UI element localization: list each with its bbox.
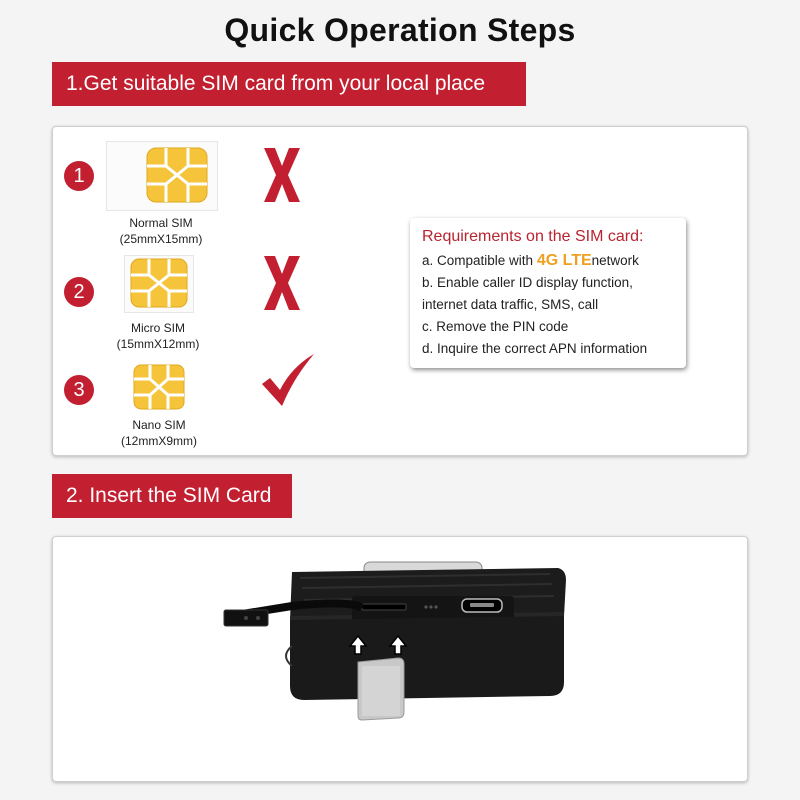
normal-sim-size: (25mmX15mm) xyxy=(119,232,203,246)
4g-lte-badge: 4G LTE xyxy=(536,252,592,269)
requirement-c: c. Remove the PIN code xyxy=(422,319,569,334)
nano-sim-name: Nano SIM xyxy=(132,418,186,432)
step2-banner: 2. Insert the SIM Card xyxy=(52,474,292,518)
step-number-2: 2 xyxy=(64,277,94,307)
micro-sim-chip-icon xyxy=(130,258,188,308)
normal-sim-label xyxy=(91,215,231,247)
gps-tracker-device-image xyxy=(220,556,580,756)
requirements-title: Requirements on the SIM card: xyxy=(422,228,644,245)
normal-sim-name: Normal SIM xyxy=(129,216,193,230)
micro-sim-size: (15mmX12mm) xyxy=(116,337,200,351)
check-icon xyxy=(260,352,316,408)
step-number-3: 3 xyxy=(64,375,94,405)
requirement-b2: internet data traffic, SMS, call xyxy=(422,297,599,312)
requirement-b1: b. Enable caller ID display function, xyxy=(422,275,633,290)
micro-sim-label xyxy=(88,320,228,352)
normal-sim-chip-icon xyxy=(146,147,208,203)
nano-sim-label xyxy=(89,417,229,449)
requirement-a-suffix: network xyxy=(591,253,639,268)
requirements-box xyxy=(410,218,686,368)
cross-icon xyxy=(262,254,302,312)
step1-banner: 1.Get suitable SIM card from your local place xyxy=(52,62,526,106)
step-number-1: 1 xyxy=(64,161,94,191)
requirement-a-prefix: a. Compatible with xyxy=(422,253,537,268)
nano-sim-size: (12mmX9mm) xyxy=(120,434,197,448)
nano-sim-chip-icon xyxy=(133,364,185,410)
requirement-d: d. Inquire the correct APN information xyxy=(422,341,648,356)
page-title: Quick Operation Steps xyxy=(224,12,576,48)
requirement-a xyxy=(422,250,686,272)
micro-sim-name: Micro SIM xyxy=(131,321,185,335)
cross-icon xyxy=(262,146,302,204)
